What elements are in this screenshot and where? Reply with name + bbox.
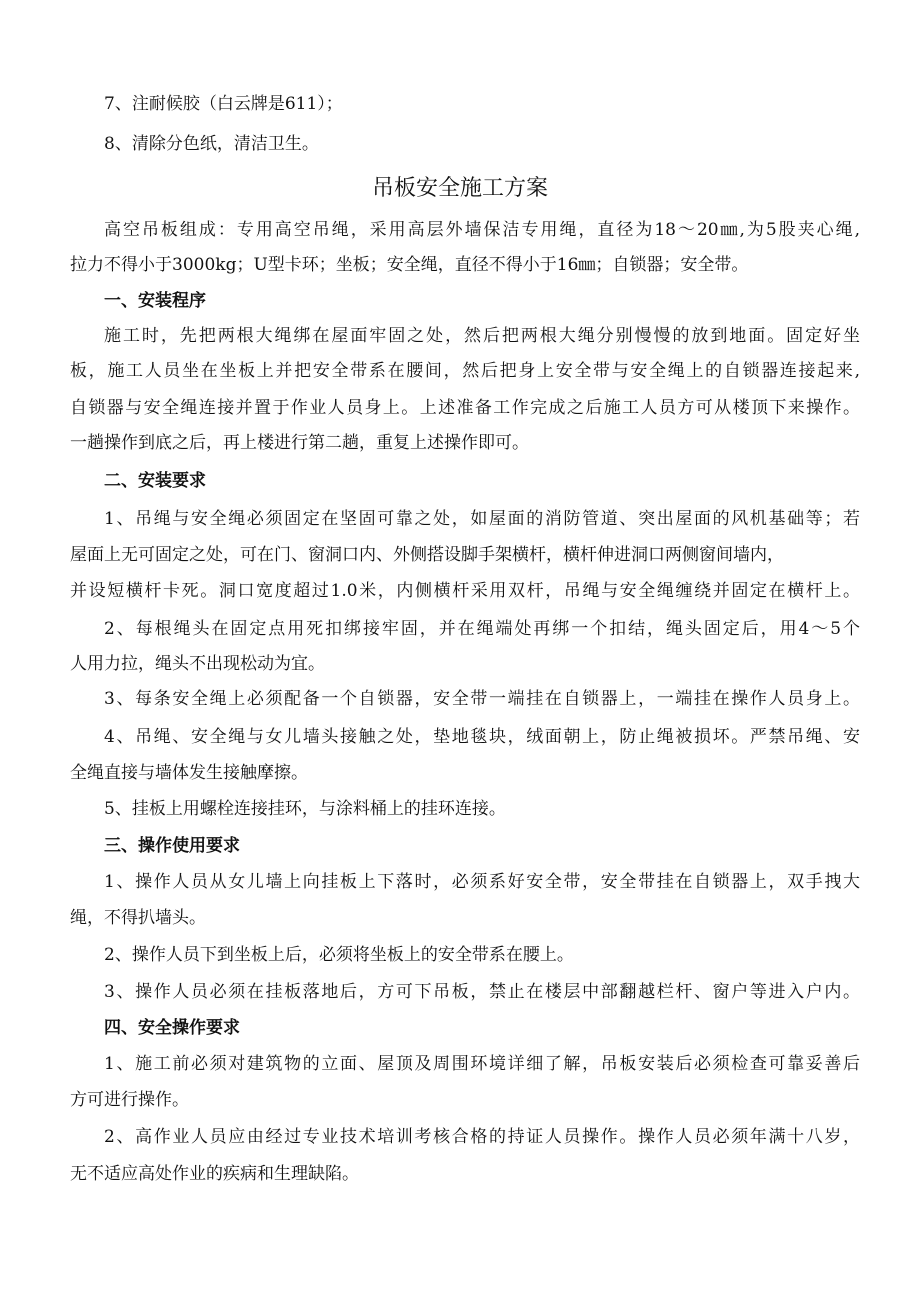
paragraph-line: 1、操作人员从女儿墙上向挂板上下落时，必须系好安全带，安全带挂在自锁器上，双手拽大 xyxy=(104,872,860,892)
paragraph-line: 人用力拉，绳头不出现松动为宜。 xyxy=(70,654,325,674)
paragraph-line: 4、吊绳、安全绳与女儿墙头接触之处，垫地毯块，绒面朝上，防止绳被损坏。严禁吊绳、安 xyxy=(104,727,860,747)
paragraph-line: 板，施工人员坐在坐板上并把安全带系在腰间，然后把身上安全带与安全绳上的自锁器连接起来, xyxy=(70,361,860,381)
paragraph-line: 绳，不得扒墙头。 xyxy=(70,908,206,928)
paragraph-line: 3、每条安全绳上必须配备一个自锁器，安全带一端挂在自锁器上，一端挂在操作人员身上。 xyxy=(104,689,860,709)
section-heading-safety-operation: 四、安全操作要求 xyxy=(104,1018,240,1038)
intro-line: 拉力不得小于3000kg；U型卡环；坐板；安全绳，直径不得小于16㎜；自锁器；安全带。 xyxy=(70,255,749,275)
paragraph-line: 一趟操作到底之后，再上楼进行第二趟，重复上述操作即可。 xyxy=(70,433,529,453)
intro-line: 高空吊板组成：专用高空吊绳，采用高层外墙保洁专用绳，直径为18～20㎜,为5股夹心绳, xyxy=(104,220,860,240)
paragraph-line: 屋面上无可固定之处，可在门、窗洞口内、外侧搭设脚手架横杆，横杆伸进洞口两侧窗间墙内， xyxy=(70,545,784,565)
section-heading-install-requirements: 二、安装要求 xyxy=(104,471,206,491)
paragraph-line: 2、每根绳头在固定点用死扣绑接牢固，并在绳端处再绑一个扣结，绳头固定后，用4～5个 xyxy=(104,619,860,639)
paragraph-line: 5、挂板上用螺栓连接挂环，与涂料桶上的挂环连接。 xyxy=(104,799,506,819)
paragraph-line: 全绳直接与墙体发生接触摩擦。 xyxy=(70,763,308,783)
paragraph-line: 2、高作业人员应由经过专业技术培训考核合格的持证人员操作。操作人员必须年满十八岁， xyxy=(104,1127,860,1147)
paragraph-line: 3、操作人员必须在挂板落地后，方可下吊板，禁止在楼层中部翻越栏杆、窗户等进入户内。 xyxy=(104,982,860,1002)
paragraph-line: 1、施工前必须对建筑物的立面、屋顶及周围环境详细了解，吊板安装后必须检查可靠妥善后 xyxy=(104,1054,860,1074)
paragraph-line: 方可进行操作。 xyxy=(70,1090,189,1110)
document-title: 吊板安全施工方案 xyxy=(371,176,548,201)
list-item-7: 7、注耐候胶（白云牌是611）； xyxy=(104,94,343,114)
section-heading-install-procedure: 一、安装程序 xyxy=(104,291,206,311)
paragraph-line: 并设短横杆卡死。洞口宽度超过1.0米，内侧横杆采用双杆，吊绳与安全绳缠绕并固定在横杆上。 xyxy=(70,581,860,601)
paragraph-line: 2、操作人员下到坐板上后，必须将坐板上的安全带系在腰上。 xyxy=(104,945,574,965)
paragraph-line: 自锁器与安全绳连接并置于作业人员身上。上述准备工作完成之后施工人员方可从楼顶下来操作。 xyxy=(70,398,860,418)
paragraph-line: 施工时，先把两根大绳绑在屋面牢固之处，然后把两根大绳分别慢慢的放到地面。固定好坐 xyxy=(104,326,860,346)
paragraph-line: 无不适应高处作业的疾病和生理缺陷。 xyxy=(70,1164,359,1184)
paragraph-line: 1、吊绳与安全绳必须固定在坚固可靠之处，如屋面的消防管道、突出屋面的风机基础等；若 xyxy=(104,509,860,529)
list-item-8: 8、清除分色纸，清洁卫生。 xyxy=(104,134,319,154)
section-heading-operation-requirements: 三、操作使用要求 xyxy=(104,836,240,856)
